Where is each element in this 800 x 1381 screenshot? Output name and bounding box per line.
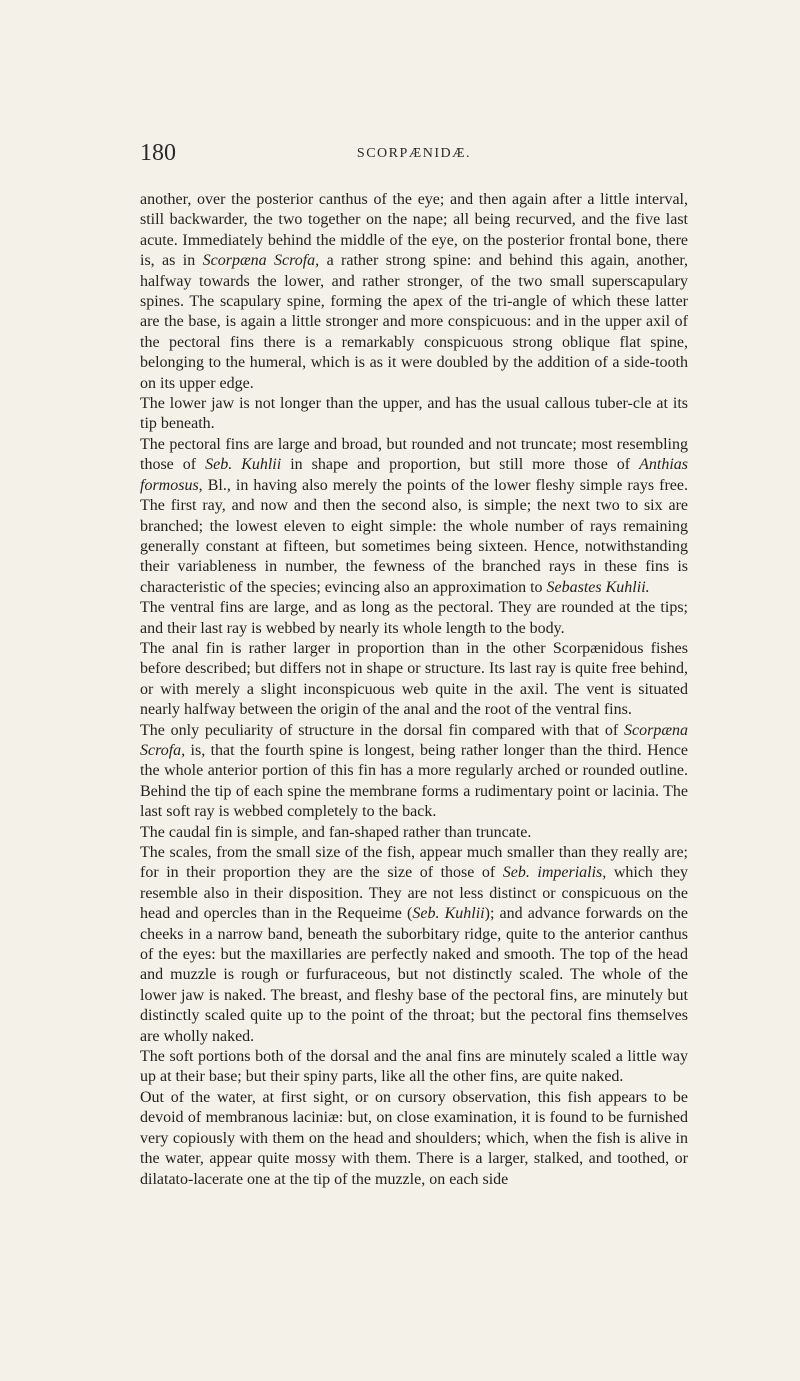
text-run: a rather strong spine: and behind this again, another, halfway towards the lower, and rather stronger, of the two small superscapulary spines. The scapulary spine, forming the apex of the tri-angle of which these latter are the base, is again a little stronger and more conspicuous: and in the upper axil of the pectoral fins there is a remarkably conspicuous strong oblique flat spine, belonging to the humeral, which is as it were doubled by the addition of a side-tooth on its upper edge. bbox=[140, 252, 689, 392]
paragraph bbox=[140, 1047, 688, 1088]
text-run: The anal fin is rather larger in proportion than in the other Scorpænidous fishes before described; but differs not in shape or structure. Its last ray is quite free behind, or with merely a slight inconspicuous web quite in the axil. The vent is situated nearly halfway between the origin of the anal and the root of the ventral fins. bbox=[140, 639, 688, 719]
paragraph bbox=[140, 598, 688, 639]
paragraph bbox=[140, 435, 688, 598]
paragraph bbox=[140, 639, 688, 721]
text-run: The ventral fins are large, and as long as the pectoral. They are rounded at the tips; and their last ray is webbed by nearly its whole length to the body. bbox=[140, 599, 688, 637]
body-text bbox=[140, 190, 688, 1190]
italic-text: Seb. imperialis, bbox=[502, 864, 607, 882]
text-run: The soft portions both of the dorsal and the anal fins are minutely scaled a little way up at their base; but their spiny parts, like all the other fins, are quite naked. bbox=[140, 1048, 688, 1086]
text-run: another, over the posterior canthus of the eye; and then again after a little interval, still backwarder, the two together on the nape; all being recurved, and the five last acute. Immediately behind the middle of the eye, on the posterior frontal bone, there is, as in bbox=[140, 191, 688, 270]
text-run: Out of the water, at first sight, or on cursory observation, this fish appears to be devoid of membranous laciniæ: but, on close examination, it is found to be furnished very copiously with them on the head and shoulders; which, when the fish is alive in the water, appear quite mossy with them. There is a larger, stalked, and toothed, or dilatato-lacerate one at the tip of the muzzle, on each side bbox=[140, 1088, 688, 1188]
paragraph bbox=[140, 823, 688, 843]
page-header bbox=[140, 140, 688, 168]
italic-text: Seb. Kuhlii bbox=[205, 456, 282, 474]
page-number: 180 bbox=[140, 140, 176, 166]
italic-text: Seb. Kuhlii bbox=[412, 905, 485, 923]
text-run: The lower jaw is not longer than the upper, and has the usual callous tuber-cle at its tip beneath. bbox=[140, 395, 688, 433]
text-run: Bl., in having also merely the points of the lower fleshy simple rays free. The first ray, and now and then the second also, is simple; the next two to six are branched; the lowest eleven to eight simple: the whole number of rays remaining generally constant at fifteen, but sometimes being sixteen. Hence, notwithstanding their variableness in number, the fewness of the branched rays in these fins is characteristic of the species; evincing also an approximation to bbox=[140, 476, 688, 596]
text-run: The pectoral fins are large and broad, but rounded and not truncate; most resembling those of bbox=[140, 435, 688, 474]
text-run: which they resemble also in their disposition. They are not less distinct or conspicuous on the head and opercles than in the Requeime ( bbox=[140, 864, 688, 923]
text-run: ); and advance forwards on the cheeks in a narrow band, beneath the suborbitary ridge, quite to the anterior canthus of the eyes: but the maxillaries are perfectly naked and smooth. The top of the head and muzzle is rough or furfuraceous, but not distinctly scaled. The whole of the lower jaw is naked. The breast, and fleshy base of the pectoral fins, are minutely but distinctly scaled quite up to the point of the throat; but the pectoral fins themselves are wholly naked. bbox=[140, 905, 689, 1045]
paragraph bbox=[140, 843, 688, 1047]
paragraph bbox=[140, 190, 688, 394]
text-run: in shape and proportion, but still more those of bbox=[281, 456, 640, 474]
italic-text: Sebastes Kuhlii. bbox=[546, 578, 650, 596]
paragraph bbox=[140, 1088, 688, 1190]
italic-text: Scorpæna Scrofa, bbox=[202, 252, 320, 270]
paragraph bbox=[140, 721, 688, 823]
paragraph bbox=[140, 394, 688, 435]
text-run: The caudal fin is simple, and fan-shaped rather than truncate. bbox=[140, 823, 532, 841]
running-head: SCORPÆNIDÆ. bbox=[356, 146, 472, 161]
text-run: is, that the fourth spine is longest, being rather longer than the third. Hence the whole anterior portion of this fin has a more regularly arched or rounded outline. Behind the tip of each spine the membrane forms a rudimentary point or lacinia. The last soft ray is webbed completely to the back. bbox=[140, 741, 688, 821]
text-run: The scales, from the small size of the fish, appear much smaller than they really are; for in their proportion they are the size of those of bbox=[140, 844, 688, 882]
italic-text: Scorpæna Scrofa, bbox=[140, 721, 688, 759]
italic-text: Anthias formosus, bbox=[140, 456, 688, 494]
text-run: The only peculiarity of structure in the dorsal fin compared with that of bbox=[140, 721, 624, 739]
